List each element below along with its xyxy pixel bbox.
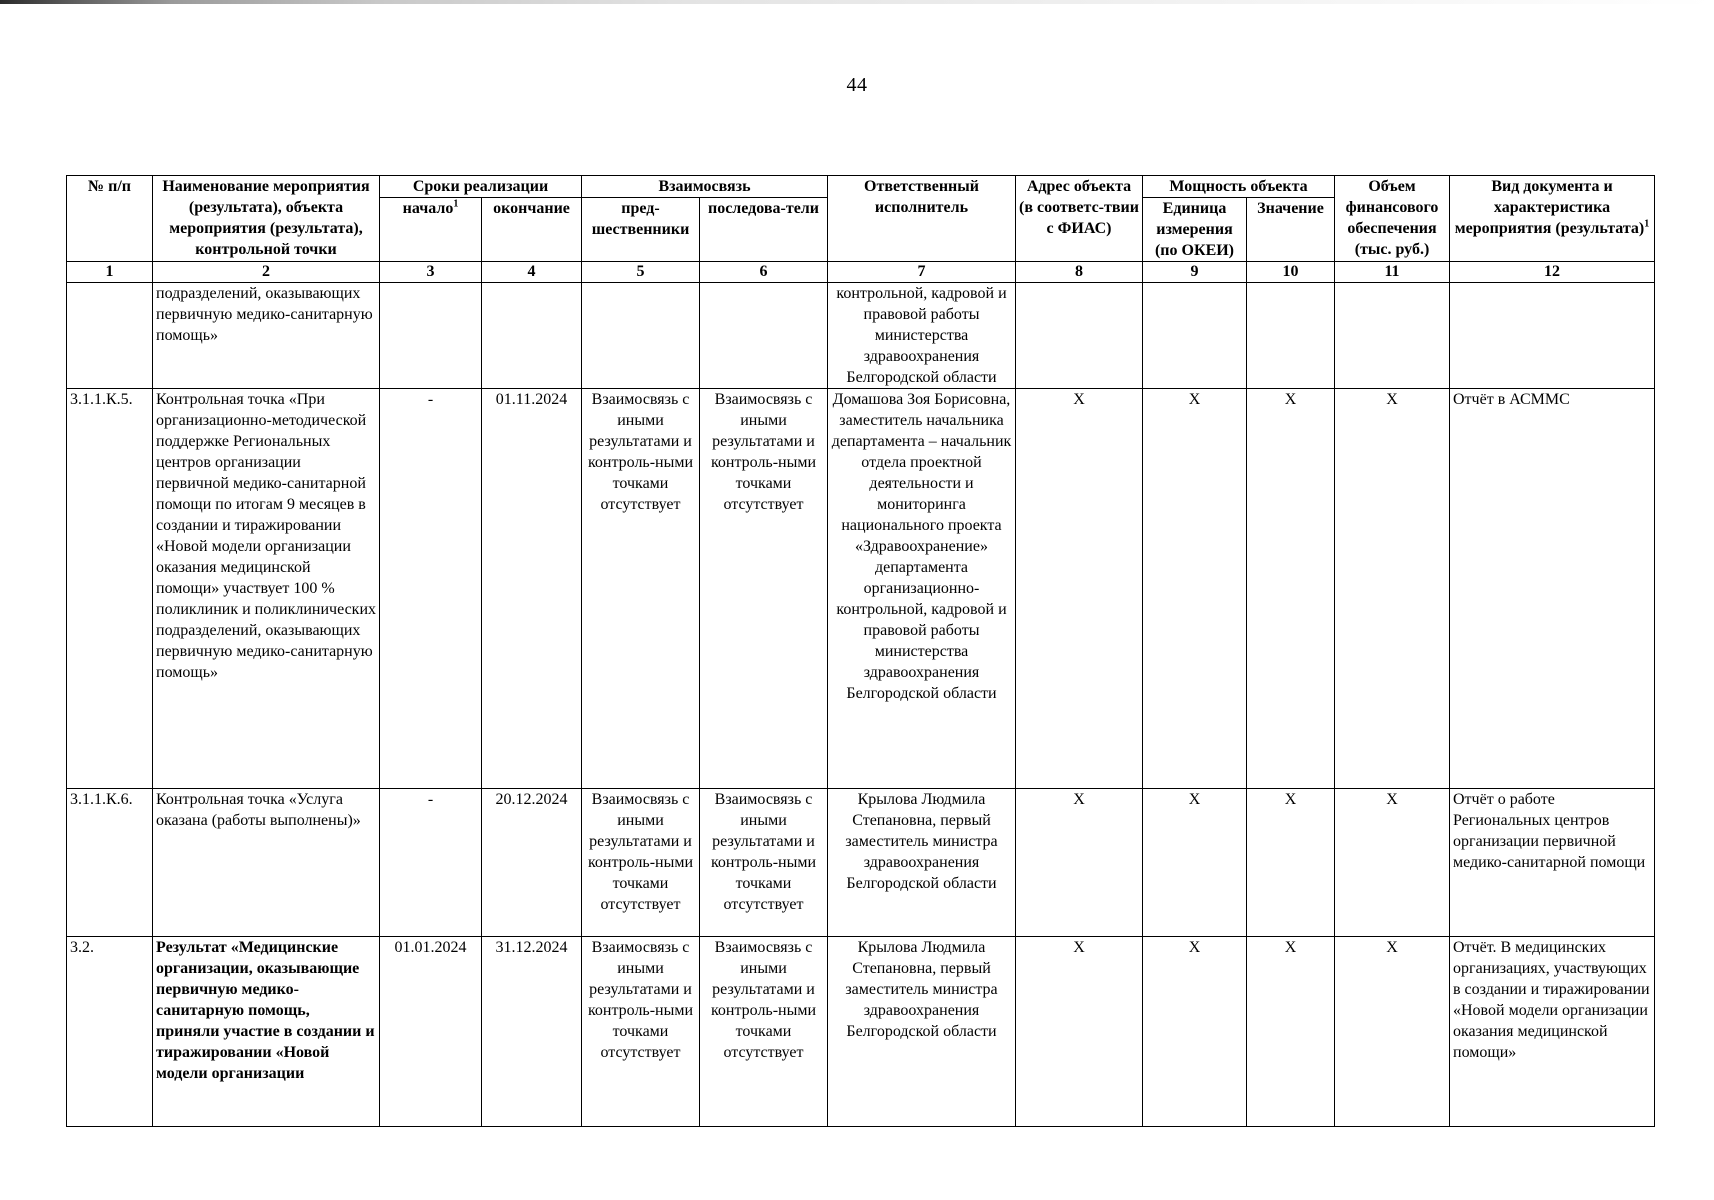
cell-end: 01.11.2024 <box>482 389 582 789</box>
cell-value: X <box>1247 937 1335 1127</box>
cell-predecessors: Взаимосвязь с иными результатами и контроль-ными точками отсутствует <box>582 389 700 789</box>
cell-funding: X <box>1335 789 1450 937</box>
cell-doc: Отчёт. В медицинских организациях, участвующих в создании и тиражировании «Новой модели организации оказания медицинской помощи» <box>1450 937 1655 1127</box>
scan-edge <box>0 0 1714 4</box>
cell-funding: X <box>1335 937 1450 1127</box>
cell-name: Контрольная точка «Услуга оказана (работы выполнены)» <box>153 789 380 937</box>
cell-responsible: Домашова Зоя Борисовна, заместитель начальника департамента – начальник отдела проектной деятельности и мониторинга национального проекта «Здравоохранение» департамента организационно-контрольной, кадровой и правовой работы министерства здравоохранения Белгородской области <box>828 389 1016 789</box>
activities-table <box>66 175 1655 1127</box>
cell-value: X <box>1247 789 1335 937</box>
cell-start: 01.01.2024 <box>380 937 482 1127</box>
cell-successors: Взаимосвязь с иными результатами и контроль-ными точками отсутствует <box>700 789 828 937</box>
cell-end: 20.12.2024 <box>482 789 582 937</box>
cell-predecessors <box>582 283 700 389</box>
cell-end <box>482 283 582 389</box>
table-header <box>67 176 1655 283</box>
table-row <box>67 937 1655 1127</box>
header-value: Значение <box>1247 198 1335 262</box>
header-start-text: начало <box>402 200 454 217</box>
cell-start: - <box>380 389 482 789</box>
table-row <box>67 389 1655 789</box>
cell-unit <box>1143 283 1247 389</box>
column-number: 6 <box>700 262 828 283</box>
header-end: окончание <box>482 198 582 262</box>
cell-name: Контрольная точка «При организационно-методической поддержке Региональных центров организации первичной медико-санитарной помощи по итогам 9 месяцев в создании и тиражировании «Новой модели организации оказания медицинской помощи» участвует 100 % поликлиник и поликлинических подразделений, оказывающих первичную медико-санитарную помощь» <box>153 389 380 789</box>
header-unit: Единица измерения (по ОКЕИ) <box>1143 198 1247 262</box>
column-number: 4 <box>482 262 582 283</box>
cell-address: X <box>1016 789 1143 937</box>
header-address: Адрес объекта (в соответс-твии с ФИАС) <box>1016 176 1143 262</box>
header-successors: последова-тели <box>700 198 828 262</box>
cell-end: 31.12.2024 <box>482 937 582 1127</box>
column-number: 5 <box>582 262 700 283</box>
column-number: 8 <box>1016 262 1143 283</box>
cell-doc <box>1450 283 1655 389</box>
cell-unit: X <box>1143 389 1247 789</box>
cell-num: 3.1.1.К.5. <box>67 389 153 789</box>
cell-address: X <box>1016 389 1143 789</box>
cell-unit: X <box>1143 937 1247 1127</box>
table-row <box>67 283 1655 389</box>
cell-start: - <box>380 789 482 937</box>
header-doc-type-text: Вид документа и характеристика мероприятия (результата) <box>1454 178 1645 237</box>
header-responsible: Ответственный исполнитель <box>828 176 1016 262</box>
header-capacity: Мощность объекта <box>1143 176 1335 198</box>
cell-value: X <box>1247 389 1335 789</box>
cell-value <box>1247 283 1335 389</box>
cell-predecessors: Взаимосвязь с иными результатами и контроль-ными точками отсутствует <box>582 937 700 1127</box>
header-start <box>380 198 482 262</box>
table-row <box>67 789 1655 937</box>
cell-responsible: контрольной, кадровой и правовой работы министерства здравоохранения Белгородской области <box>828 283 1016 389</box>
column-number: 1 <box>67 262 153 283</box>
header-doc-type <box>1450 176 1655 262</box>
header-num: № п/п <box>67 176 153 262</box>
header-start-footnote: 1 <box>453 198 459 210</box>
cell-responsible: Крылова Людмила Степановна, первый заместитель министра здравоохранения Белгородской области <box>828 789 1016 937</box>
cell-doc: Отчёт о работе Региональных центров организации первичной медико-санитарной помощи <box>1450 789 1655 937</box>
cell-unit: X <box>1143 789 1247 937</box>
header-funding: Объем финансового обеспечения (тыс. руб.) <box>1335 176 1450 262</box>
cell-funding <box>1335 283 1450 389</box>
column-number: 3 <box>380 262 482 283</box>
column-number: 9 <box>1143 262 1247 283</box>
column-number: 2 <box>153 262 380 283</box>
cell-name: подразделений, оказывающих первичную медико-санитарную помощь» <box>153 283 380 389</box>
column-number: 7 <box>828 262 1016 283</box>
header-terms: Сроки реализации <box>380 176 582 198</box>
header-doc-type-footnote: 1 <box>1644 218 1650 230</box>
cell-successors: Взаимосвязь с иными результатами и контроль-ными точками отсутствует <box>700 937 828 1127</box>
cell-name: Результат «Медицинские организации, оказывающие первичную медико-санитарную помощь, приняли участие в создании и тиражировании «Новой модели организации <box>153 937 380 1127</box>
cell-doc: Отчёт в АСММС <box>1450 389 1655 789</box>
cell-funding: X <box>1335 389 1450 789</box>
cell-successors: Взаимосвязь с иными результатами и контроль-ными точками отсутствует <box>700 389 828 789</box>
cell-num: 3.1.1.К.6. <box>67 789 153 937</box>
page-number: 44 <box>846 74 868 96</box>
column-number: 12 <box>1450 262 1655 283</box>
cell-address <box>1016 283 1143 389</box>
header-relation: Взаимосвязь <box>582 176 828 198</box>
cell-successors <box>700 283 828 389</box>
column-number: 11 <box>1335 262 1450 283</box>
cell-predecessors: Взаимосвязь с иными результатами и контроль-ными точками отсутствует <box>582 789 700 937</box>
cell-responsible: Крылова Людмила Степановна, первый заместитель министра здравоохранения Белгородской области <box>828 937 1016 1127</box>
header-name: Наименование мероприятия (результата), объекта мероприятия (результата), контрольной точки <box>153 176 380 262</box>
cell-start <box>380 283 482 389</box>
cell-num <box>67 283 153 389</box>
cell-address: X <box>1016 937 1143 1127</box>
column-number: 10 <box>1247 262 1335 283</box>
cell-num: 3.2. <box>67 937 153 1127</box>
header-predecessors: пред-шественники <box>582 198 700 262</box>
